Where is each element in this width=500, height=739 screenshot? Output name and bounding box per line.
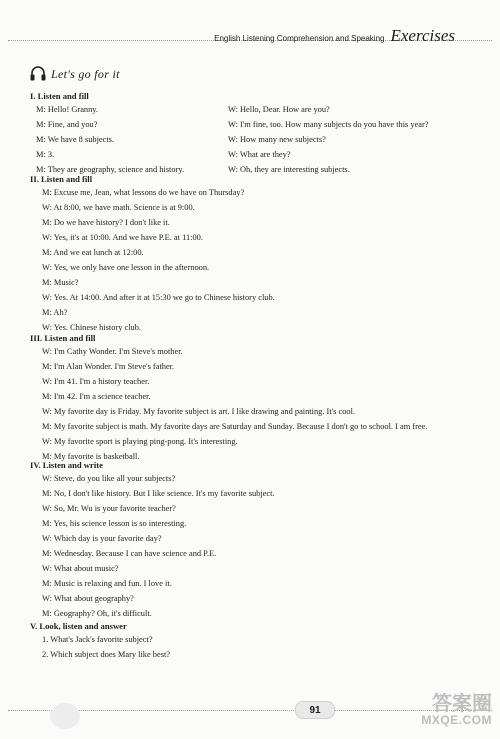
- dialogue-line: W: Hello, Dear. How are you?: [228, 105, 330, 114]
- dialogue-line: W: What are they?: [228, 150, 291, 159]
- dialogue-line: W: At 8:00, we have math. Science is at 9:00.: [42, 203, 195, 212]
- dialogue-line: M: Ah?: [42, 308, 68, 317]
- section-1-title: I. Listen and fill: [30, 91, 89, 101]
- header-title: Exercises: [390, 26, 455, 45]
- dialogue-line: M: Yes, his science lesson is so interesting.: [42, 519, 187, 528]
- dialogue-line: M: Hello! Granny.: [36, 105, 99, 114]
- dialogue-line: W: So, Mr. Wu is your favorite teacher?: [42, 504, 176, 513]
- dialogue-line: W: I'm Cathy Wonder. I'm Steve's mother.: [42, 347, 183, 356]
- question-line: 2. Which subject does Mary like best?: [42, 650, 170, 659]
- page-number: 91: [295, 701, 335, 719]
- dialogue-line: W: Yes, it's at 10:00. And we have P.E. at 11:00.: [42, 233, 203, 242]
- dialogue-line: W: Which day is your favorite day?: [42, 534, 162, 543]
- dialogue-line: M: Wednesday. Because I can have science and P.E.: [42, 549, 217, 558]
- dialogue-line: M: Music?: [42, 278, 79, 287]
- dialogue-line: M: And we eat lunch at 12:00.: [42, 248, 144, 257]
- section-heading: [29, 65, 120, 83]
- watermark: [421, 694, 492, 726]
- question-line: 1. What's Jack's favorite subject?: [42, 635, 153, 644]
- dialogue-line: M: Do we have history? I don't like it.: [42, 218, 170, 227]
- dialogue-line: M: I'm Alan Wonder. I'm Steve's father.: [42, 362, 175, 371]
- dialogue-line: M: My favorite subject is math. My favorite days are Saturday and Sunday. Because I don't go to school. I am free.: [42, 422, 428, 431]
- dialogue-line: M: Geography? Oh, it's difficult.: [42, 609, 152, 618]
- dialogue-line: W: How many new subjects?: [228, 135, 326, 144]
- dialogue-line: W: My favorite sport is playing ping-pong. It's interesting.: [42, 437, 238, 446]
- section-5-title: V. Look, listen and answer: [30, 621, 127, 631]
- section-3-title: III. Listen and fill: [30, 333, 96, 343]
- dialogue-line: W: My favorite day is Friday. My favorite subject is art. I like drawing and painting. It's cool.: [42, 407, 356, 416]
- headphones-icon: [29, 65, 47, 83]
- dialogue-line: M: My favorite is basketball.: [42, 452, 140, 461]
- footer-rule: [8, 710, 492, 711]
- dialogue-line: W: Steve, do you like all your subjects?: [42, 474, 176, 483]
- section-heading-text: Let's go for it: [51, 66, 120, 81]
- dialogue-line: M: 3.: [36, 150, 55, 159]
- dialogue-line: M: We have 8 subjects.: [36, 135, 115, 144]
- dialogue-line: W: Yes. At 14:00. And after it at 15:30 we go to Chinese history club.: [42, 293, 275, 302]
- header-subtitle: English Listening Comprehension and Speaking: [214, 34, 385, 43]
- page-header: [214, 26, 455, 46]
- watermark-text: 答案圈: [432, 693, 492, 715]
- dialogue-line: W: What about music?: [42, 564, 119, 573]
- dialogue-line: M: Excuse me, Jean, what lessons do we have on Thursday?: [42, 188, 245, 197]
- section-2-title: II. Listen and fill: [30, 174, 93, 184]
- watermark-url: MXQE.COM: [421, 713, 492, 727]
- dialogue-line: M: I'm 42. I'm a science teacher.: [42, 392, 151, 401]
- dialogue-line: W: What about geography?: [42, 594, 134, 603]
- dialogue-line: W: Yes. Chinese history club.: [42, 323, 142, 332]
- dialogue-line: W: Yes, we only have one lesson in the afternoon.: [42, 263, 210, 272]
- decorative-blob: [50, 703, 80, 729]
- dialogue-line: M: Fine, and you?: [36, 120, 98, 129]
- dialogue-line: M: They are geography, science and history.: [36, 165, 185, 174]
- section-4-title: IV. Listen and write: [30, 460, 103, 470]
- dialogue-line: M: No, I don't like history. But I like science. It's my favorite subject.: [42, 489, 275, 498]
- dialogue-line: W: I'm fine, too. How many subjects do you have this year?: [228, 120, 429, 129]
- dialogue-line: M: Music is relaxing and fun. I love it.: [42, 579, 172, 588]
- dialogue-line: W: I'm 41. I'm a history teacher.: [42, 377, 150, 386]
- dialogue-line: W: Oh, they are interesting subjects.: [228, 165, 350, 174]
